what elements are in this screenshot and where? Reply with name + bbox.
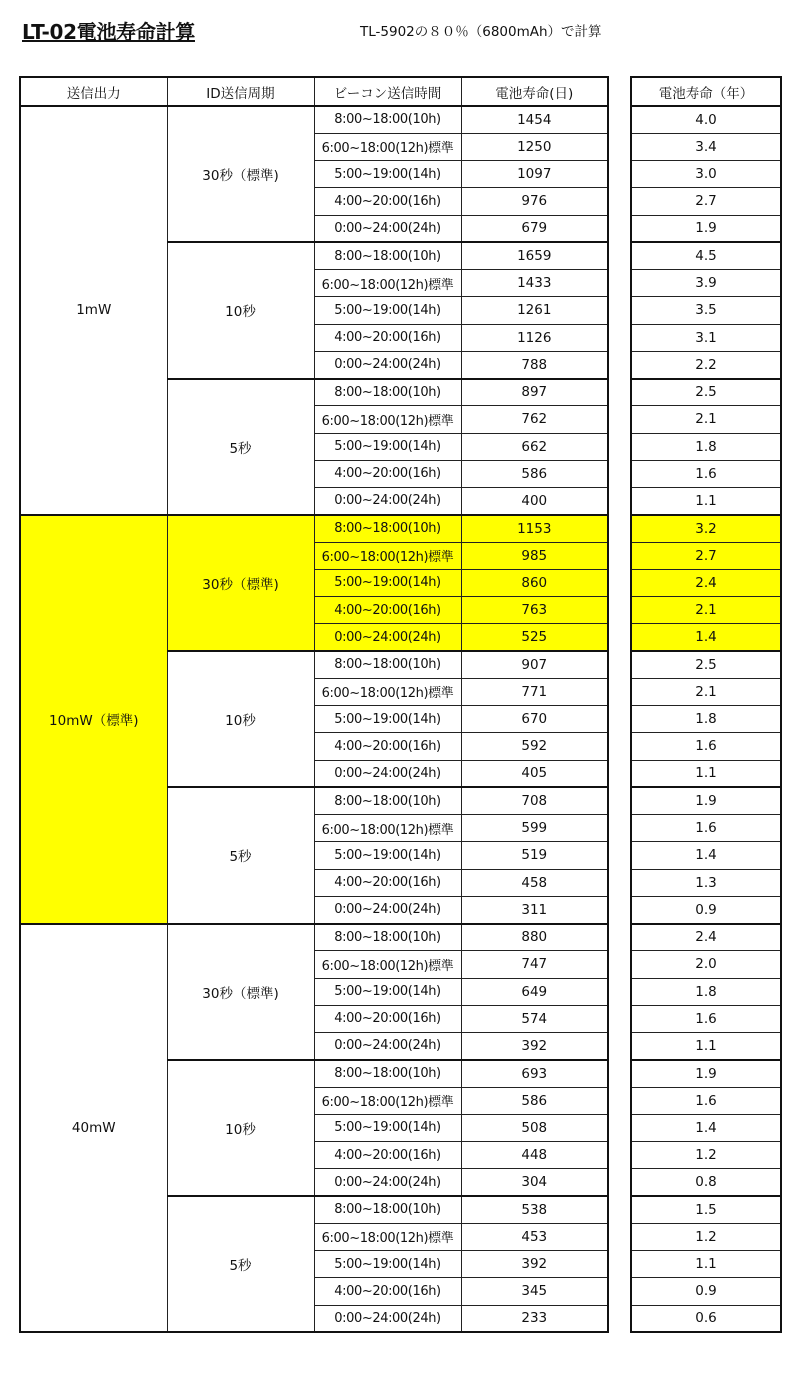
life-days-cell: 538 (461, 1196, 608, 1223)
table-row (20, 924, 608, 951)
battery-life-years-table (630, 76, 782, 1333)
life-years-cell: 1.6 (631, 815, 781, 842)
table-row (631, 569, 781, 596)
life-days-cell: 679 (461, 215, 608, 242)
beacon-time-cell: 5:00~19:00(14h) (314, 1114, 461, 1141)
life-years-cell: 2.5 (631, 651, 781, 678)
life-days-cell: 670 (461, 706, 608, 733)
life-days-cell: 458 (461, 869, 608, 896)
life-days-cell: 1153 (461, 515, 608, 542)
life-years-cell: 1.4 (631, 842, 781, 869)
life-years-cell: 3.1 (631, 324, 781, 351)
header-beacon-time: ビーコン送信時間 (314, 77, 461, 106)
life-years-cell: 1.2 (631, 1142, 781, 1169)
interval-cell: 10秒 (167, 1060, 314, 1196)
beacon-time-cell: 5:00~19:00(14h) (314, 569, 461, 596)
beacon-time-cell: 5:00~19:00(14h) (314, 978, 461, 1005)
life-years-cell: 3.2 (631, 515, 781, 542)
page-subtitle: TL-5902の８０％（6800mAh）で計算 (360, 24, 602, 40)
life-years-cell: 0.9 (631, 1278, 781, 1305)
life-days-cell: 649 (461, 978, 608, 1005)
table-row (631, 542, 781, 569)
table-row (631, 106, 781, 133)
header-row (631, 77, 781, 106)
table-row (631, 133, 781, 160)
life-years-cell: 3.9 (631, 270, 781, 297)
interval-cell: 30秒（標準) (167, 515, 314, 651)
life-days-cell: 1250 (461, 133, 608, 160)
table-row (631, 460, 781, 487)
life-days-cell: 508 (461, 1114, 608, 1141)
beacon-time-cell: 8:00~18:00(10h) (314, 1196, 461, 1223)
table-row (631, 597, 781, 624)
life-days-cell: 400 (461, 488, 608, 515)
life-days-cell: 592 (461, 733, 608, 760)
table-row (20, 106, 608, 133)
header-life-years: 電池寿命（年） (631, 77, 781, 106)
beacon-time-cell: 0:00~24:00(24h) (314, 351, 461, 378)
beacon-time-cell: 0:00~24:00(24h) (314, 760, 461, 787)
life-days-cell: 1097 (461, 161, 608, 188)
beacon-time-cell: 5:00~19:00(14h) (314, 842, 461, 869)
table-row (631, 1060, 781, 1087)
beacon-time-cell: 4:00~20:00(16h) (314, 869, 461, 896)
table-row (631, 1169, 781, 1196)
life-days-cell: 233 (461, 1305, 608, 1332)
table-row (631, 1251, 781, 1278)
beacon-time-cell: 8:00~18:00(10h) (314, 787, 461, 814)
interval-cell: 5秒 (167, 1196, 314, 1332)
table-row (631, 1278, 781, 1305)
beacon-time-cell: 8:00~18:00(10h) (314, 924, 461, 951)
beacon-time-cell: 5:00~19:00(14h) (314, 1251, 461, 1278)
life-days-cell: 453 (461, 1223, 608, 1250)
beacon-time-cell: 0:00~24:00(24h) (314, 215, 461, 242)
beacon-time-cell: 6:00~18:00(12h)標準 (314, 270, 461, 297)
beacon-time-cell: 8:00~18:00(10h) (314, 651, 461, 678)
life-days-cell: 976 (461, 188, 608, 215)
life-days-cell: 392 (461, 1251, 608, 1278)
table-row (631, 787, 781, 814)
table-row (631, 1223, 781, 1250)
beacon-time-cell: 8:00~18:00(10h) (314, 1060, 461, 1087)
table-row (631, 678, 781, 705)
life-years-cell: 1.6 (631, 1005, 781, 1032)
life-years-cell: 4.0 (631, 106, 781, 133)
interval-cell: 10秒 (167, 242, 314, 378)
life-days-cell: 662 (461, 433, 608, 460)
interval-cell: 30秒（標準) (167, 924, 314, 1060)
beacon-time-cell: 4:00~20:00(16h) (314, 460, 461, 487)
life-years-cell: 2.0 (631, 951, 781, 978)
life-days-cell: 586 (461, 1087, 608, 1114)
life-days-cell: 1433 (461, 270, 608, 297)
beacon-time-cell: 5:00~19:00(14h) (314, 433, 461, 460)
beacon-time-cell: 4:00~20:00(16h) (314, 733, 461, 760)
beacon-time-cell: 8:00~18:00(10h) (314, 242, 461, 269)
life-days-cell: 599 (461, 815, 608, 842)
life-years-cell: 2.2 (631, 351, 781, 378)
life-days-cell: 907 (461, 651, 608, 678)
life-days-cell: 788 (461, 351, 608, 378)
life-days-cell: 693 (461, 1060, 608, 1087)
interval-cell: 10秒 (167, 651, 314, 787)
life-years-cell: 1.6 (631, 1087, 781, 1114)
beacon-time-cell: 6:00~18:00(12h)標準 (314, 542, 461, 569)
life-years-cell: 0.8 (631, 1169, 781, 1196)
table-row (631, 270, 781, 297)
table-row (631, 869, 781, 896)
table-row (631, 896, 781, 923)
beacon-time-cell: 0:00~24:00(24h) (314, 624, 461, 651)
table-row (631, 242, 781, 269)
beacon-time-cell: 4:00~20:00(16h) (314, 597, 461, 624)
life-years-cell: 2.4 (631, 569, 781, 596)
life-years-cell: 1.1 (631, 1251, 781, 1278)
life-years-cell: 1.9 (631, 1060, 781, 1087)
life-days-cell: 1261 (461, 297, 608, 324)
table-row (631, 624, 781, 651)
beacon-time-cell: 5:00~19:00(14h) (314, 161, 461, 188)
life-years-cell: 1.6 (631, 460, 781, 487)
table-row (631, 978, 781, 1005)
header-row (20, 77, 608, 106)
life-years-cell: 1.2 (631, 1223, 781, 1250)
beacon-time-cell: 5:00~19:00(14h) (314, 706, 461, 733)
beacon-time-cell: 0:00~24:00(24h) (314, 1033, 461, 1060)
table-row (631, 1305, 781, 1332)
interval-cell: 30秒（標準) (167, 106, 314, 242)
life-days-cell: 304 (461, 1169, 608, 1196)
table-row (20, 515, 608, 542)
life-years-cell: 1.9 (631, 787, 781, 814)
life-years-cell: 2.5 (631, 379, 781, 406)
life-years-cell: 1.1 (631, 488, 781, 515)
beacon-time-cell: 8:00~18:00(10h) (314, 379, 461, 406)
power-cell: 10mW（標準) (20, 515, 167, 924)
life-years-cell: 1.5 (631, 1196, 781, 1223)
life-days-cell: 405 (461, 760, 608, 787)
beacon-time-cell: 0:00~24:00(24h) (314, 1169, 461, 1196)
beacon-time-cell: 5:00~19:00(14h) (314, 297, 461, 324)
table-row (631, 951, 781, 978)
table-row (631, 406, 781, 433)
table-row (631, 1196, 781, 1223)
life-days-cell: 345 (461, 1278, 608, 1305)
life-years-cell: 2.4 (631, 924, 781, 951)
beacon-time-cell: 6:00~18:00(12h)標準 (314, 1087, 461, 1114)
table-row (631, 297, 781, 324)
life-years-cell: 3.5 (631, 297, 781, 324)
life-days-cell: 519 (461, 842, 608, 869)
life-years-cell: 1.3 (631, 869, 781, 896)
table-row (631, 379, 781, 406)
table-row (631, 215, 781, 242)
power-cell: 1mW (20, 106, 167, 515)
life-years-cell: 1.9 (631, 215, 781, 242)
beacon-time-cell: 4:00~20:00(16h) (314, 1005, 461, 1032)
table-row (631, 733, 781, 760)
life-years-cell: 1.1 (631, 1033, 781, 1060)
life-days-cell: 985 (461, 542, 608, 569)
table-row (631, 1005, 781, 1032)
page-title: LT-02電池寿命計算 (22, 20, 195, 44)
beacon-time-cell: 6:00~18:00(12h)標準 (314, 678, 461, 705)
life-days-cell: 586 (461, 460, 608, 487)
life-years-cell: 2.1 (631, 678, 781, 705)
beacon-time-cell: 4:00~20:00(16h) (314, 1278, 461, 1305)
table-row (631, 760, 781, 787)
table-row (631, 1114, 781, 1141)
table-body (20, 106, 608, 1332)
life-days-cell: 860 (461, 569, 608, 596)
life-years-cell: 2.1 (631, 597, 781, 624)
life-days-cell: 1454 (461, 106, 608, 133)
table-row (631, 488, 781, 515)
beacon-time-cell: 6:00~18:00(12h)標準 (314, 406, 461, 433)
life-years-cell: 1.4 (631, 624, 781, 651)
table-row (631, 161, 781, 188)
life-years-cell: 1.6 (631, 733, 781, 760)
years-table-body (631, 106, 781, 1332)
table-row (631, 924, 781, 951)
table-row (631, 515, 781, 542)
beacon-time-cell: 4:00~20:00(16h) (314, 324, 461, 351)
life-days-cell: 708 (461, 787, 608, 814)
life-years-cell: 1.8 (631, 706, 781, 733)
table-row (631, 1033, 781, 1060)
life-days-cell: 392 (461, 1033, 608, 1060)
table-row (631, 351, 781, 378)
beacon-time-cell: 6:00~18:00(12h)標準 (314, 1223, 461, 1250)
beacon-time-cell: 6:00~18:00(12h)標準 (314, 815, 461, 842)
table-row (631, 815, 781, 842)
life-years-cell: 2.7 (631, 542, 781, 569)
beacon-time-cell: 6:00~18:00(12h)標準 (314, 951, 461, 978)
life-years-cell: 3.0 (631, 161, 781, 188)
beacon-time-cell: 8:00~18:00(10h) (314, 106, 461, 133)
life-years-cell: 3.4 (631, 133, 781, 160)
life-days-cell: 747 (461, 951, 608, 978)
beacon-time-cell: 0:00~24:00(24h) (314, 1305, 461, 1332)
interval-cell: 5秒 (167, 379, 314, 515)
life-years-cell: 2.1 (631, 406, 781, 433)
life-days-cell: 762 (461, 406, 608, 433)
beacon-time-cell: 4:00~20:00(16h) (314, 1142, 461, 1169)
life-days-cell: 448 (461, 1142, 608, 1169)
table-row (631, 706, 781, 733)
life-days-cell: 1126 (461, 324, 608, 351)
header-interval: ID送信周期 (167, 77, 314, 106)
life-years-cell: 4.5 (631, 242, 781, 269)
table-row (631, 651, 781, 678)
life-years-cell: 0.9 (631, 896, 781, 923)
life-years-cell: 1.8 (631, 433, 781, 460)
life-days-cell: 763 (461, 597, 608, 624)
life-days-cell: 311 (461, 896, 608, 923)
life-days-cell: 897 (461, 379, 608, 406)
life-years-cell: 0.6 (631, 1305, 781, 1332)
beacon-time-cell: 8:00~18:00(10h) (314, 515, 461, 542)
table-row (631, 324, 781, 351)
table-row (631, 433, 781, 460)
table-row (631, 188, 781, 215)
life-years-cell: 2.7 (631, 188, 781, 215)
life-years-cell: 1.1 (631, 760, 781, 787)
beacon-time-cell: 0:00~24:00(24h) (314, 488, 461, 515)
power-cell: 40mW (20, 924, 167, 1333)
life-days-cell: 880 (461, 924, 608, 951)
life-years-cell: 1.8 (631, 978, 781, 1005)
battery-life-table (19, 76, 609, 1333)
life-days-cell: 771 (461, 678, 608, 705)
table-row (631, 1087, 781, 1114)
table-row (631, 1142, 781, 1169)
header-life-days: 電池寿命(日) (461, 77, 608, 106)
life-years-cell: 1.4 (631, 1114, 781, 1141)
life-days-cell: 525 (461, 624, 608, 651)
table-row (631, 842, 781, 869)
life-days-cell: 1659 (461, 242, 608, 269)
interval-cell: 5秒 (167, 787, 314, 923)
header-power: 送信出力 (20, 77, 167, 106)
beacon-time-cell: 6:00~18:00(12h)標準 (314, 133, 461, 160)
life-days-cell: 574 (461, 1005, 608, 1032)
beacon-time-cell: 0:00~24:00(24h) (314, 896, 461, 923)
beacon-time-cell: 4:00~20:00(16h) (314, 188, 461, 215)
